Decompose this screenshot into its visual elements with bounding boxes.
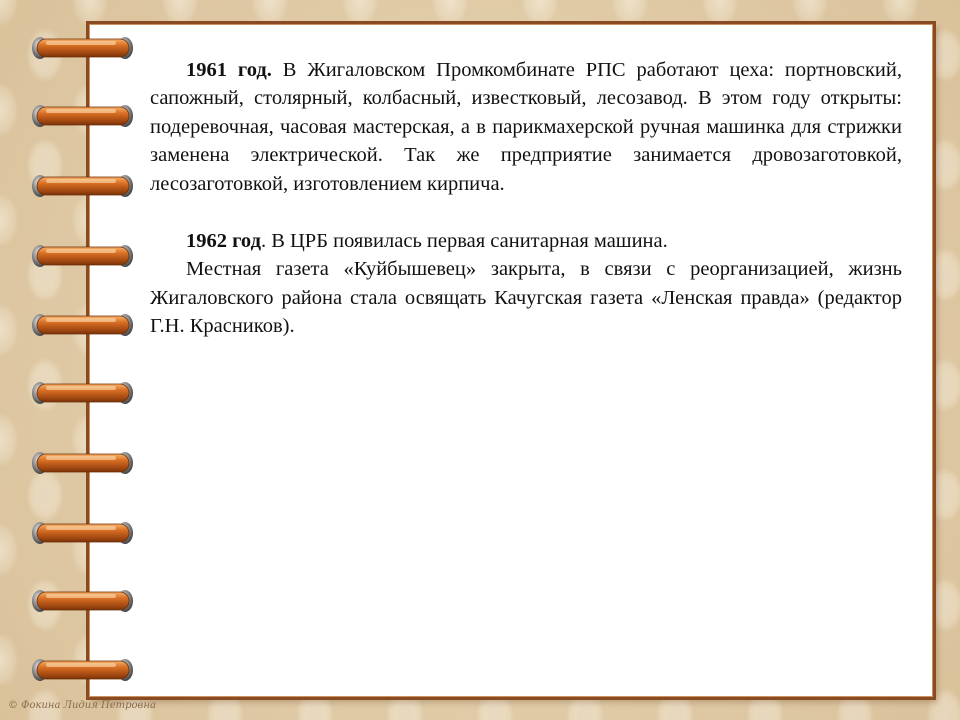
spiral-ring-icon	[32, 314, 133, 336]
paragraph-1962-text: . В ЦРБ появилась первая санитарная машина.	[260, 230, 668, 253]
document-text	[150, 56, 902, 341]
copyright-signature: © Фокина Лидия Петровна	[8, 700, 156, 711]
paragraph-1962	[150, 227, 902, 255]
spiral-ring-icon	[32, 175, 133, 197]
paragraph-1961-text: В Жигаловском Промкомбинате РПС работают цеха: портновский, сапожный, столярный, колбасный, известковый, лесозавод. В этом году открыты: подеревочная, часовая мастерская, а в парикмахерской ручная машинка для стрижки заменена электрической. Так же предприятие занимается дровозаготовкой, лесозаготовкой, изготовлением кирпича.	[150, 59, 902, 195]
spiral-ring-icon	[32, 659, 133, 681]
spiral-binding	[32, 0, 142, 720]
year-1961: 1961 год.	[186, 59, 272, 81]
spiral-ring-icon	[32, 245, 133, 267]
spiral-ring-icon	[32, 37, 133, 59]
spiral-ring-icon	[32, 590, 133, 612]
year-1962: 1962 год	[186, 230, 261, 253]
spiral-ring-icon	[32, 452, 133, 474]
paragraph-1961	[150, 56, 902, 198]
spiral-ring-icon	[32, 522, 133, 544]
spiral-ring-icon	[32, 105, 133, 127]
paragraph-newspaper	[150, 255, 902, 340]
spiral-ring-icon	[32, 382, 133, 404]
paragraph-newspaper-text: Местная газета «Куйбышевец» закрыта, в связи с реорганизацией, жизнь Жигаловского района стала освящать Качугская газета «Ленская правда» (редактор Г.Н. Красников).	[150, 258, 902, 338]
